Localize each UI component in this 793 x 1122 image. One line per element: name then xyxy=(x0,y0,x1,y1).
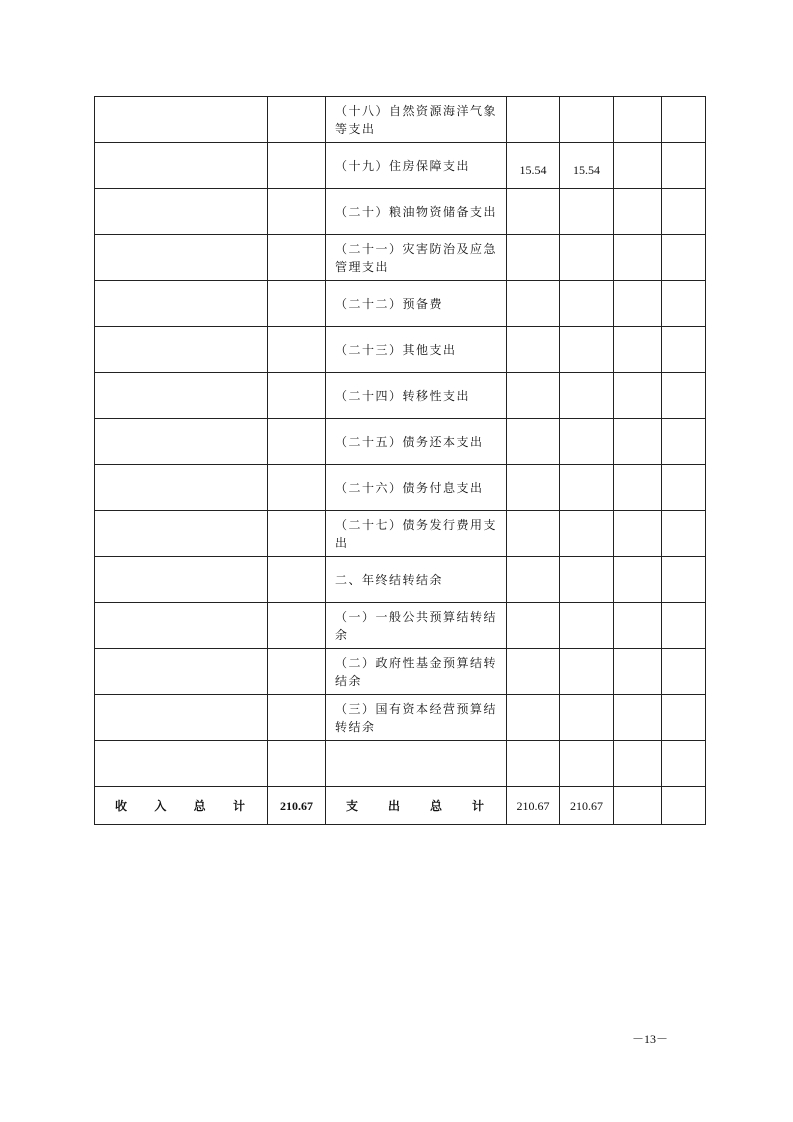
empty-cell xyxy=(614,649,662,695)
expense-item-label xyxy=(326,741,507,787)
expense-value-1 xyxy=(507,695,560,741)
table-row xyxy=(95,557,706,603)
income-value-cell xyxy=(268,143,326,189)
income-value-cell xyxy=(268,465,326,511)
empty-cell xyxy=(614,143,662,189)
table-row xyxy=(95,695,706,741)
empty-cell xyxy=(614,465,662,511)
empty-cell xyxy=(662,741,706,787)
expense-item-label: （二十三）其他支出 xyxy=(326,327,507,373)
empty-cell xyxy=(614,511,662,557)
income-item-cell xyxy=(95,465,268,511)
expense-value-1 xyxy=(507,281,560,327)
table-row xyxy=(95,189,706,235)
expense-item-label: （三）国有资本经营预算结转结余 xyxy=(326,695,507,741)
income-item-cell xyxy=(95,741,268,787)
income-value-cell xyxy=(268,373,326,419)
income-item-cell xyxy=(95,327,268,373)
expense-value-1 xyxy=(507,649,560,695)
empty-cell xyxy=(662,373,706,419)
expense-item-label: （一）一般公共预算结转结余 xyxy=(326,603,507,649)
income-value-cell xyxy=(268,281,326,327)
income-value-cell xyxy=(268,235,326,281)
expense-value-1 xyxy=(507,603,560,649)
expense-item-label: （二）政府性基金预算结转结余 xyxy=(326,649,507,695)
expense-item-label: （二十六）债务付息支出 xyxy=(326,465,507,511)
empty-cell xyxy=(614,787,662,825)
income-value-cell xyxy=(268,741,326,787)
expense-value-1 xyxy=(507,465,560,511)
table-row xyxy=(95,649,706,695)
income-item-cell xyxy=(95,281,268,327)
income-item-cell xyxy=(95,511,268,557)
expense-value-2 xyxy=(560,649,614,695)
empty-cell xyxy=(614,281,662,327)
expense-value-1 xyxy=(507,235,560,281)
expense-value-1: 15.54 xyxy=(507,143,560,189)
income-value-cell xyxy=(268,511,326,557)
expense-value-2 xyxy=(560,373,614,419)
expense-value-2 xyxy=(560,189,614,235)
income-item-cell xyxy=(95,373,268,419)
income-item-cell xyxy=(95,649,268,695)
expense-value-1 xyxy=(507,327,560,373)
expense-item-label: 二、年终结转结余 xyxy=(326,557,507,603)
expense-value-2 xyxy=(560,695,614,741)
expense-value-2 xyxy=(560,281,614,327)
expense-total-label: 支出总计 xyxy=(326,787,507,825)
income-item-cell xyxy=(95,419,268,465)
table-row xyxy=(95,419,706,465)
expense-value-1 xyxy=(507,511,560,557)
income-item-cell xyxy=(95,557,268,603)
table-row xyxy=(95,97,706,143)
income-item-cell xyxy=(95,189,268,235)
expense-item-label: （十九）住房保障支出 xyxy=(326,143,507,189)
expense-value-1 xyxy=(507,373,560,419)
income-value-cell xyxy=(268,189,326,235)
income-value-cell xyxy=(268,97,326,143)
empty-cell xyxy=(614,603,662,649)
empty-cell xyxy=(614,327,662,373)
table-row xyxy=(95,373,706,419)
expense-item-label: （十八）自然资源海洋气象等支出 xyxy=(326,97,507,143)
empty-cell xyxy=(662,143,706,189)
expense-value-2 xyxy=(560,327,614,373)
table-row xyxy=(95,235,706,281)
table-body xyxy=(95,97,706,787)
income-value-cell xyxy=(268,649,326,695)
expense-value-2 xyxy=(560,97,614,143)
table-row xyxy=(95,281,706,327)
income-item-cell xyxy=(95,235,268,281)
expense-value-1 xyxy=(507,557,560,603)
expense-item-label: （二十七）债务发行费用支出 xyxy=(326,511,507,557)
expense-value-1 xyxy=(507,189,560,235)
empty-cell xyxy=(614,557,662,603)
empty-cell xyxy=(662,281,706,327)
income-value-cell xyxy=(268,327,326,373)
table-row xyxy=(95,741,706,787)
income-item-cell xyxy=(95,143,268,189)
table-row xyxy=(95,511,706,557)
empty-cell xyxy=(614,189,662,235)
income-value-cell xyxy=(268,603,326,649)
empty-cell xyxy=(662,97,706,143)
expense-item-label: （二十五）债务还本支出 xyxy=(326,419,507,465)
table-row xyxy=(95,465,706,511)
empty-cell xyxy=(614,419,662,465)
empty-cell xyxy=(614,235,662,281)
income-item-cell xyxy=(95,97,268,143)
income-item-cell xyxy=(95,695,268,741)
expense-value-1 xyxy=(507,419,560,465)
empty-cell xyxy=(662,695,706,741)
page-number: －13－ xyxy=(632,1032,669,1046)
income-value-cell xyxy=(268,695,326,741)
expense-value-2 xyxy=(560,511,614,557)
empty-cell xyxy=(662,189,706,235)
expense-item-label: （二十四）转移性支出 xyxy=(326,373,507,419)
expense-item-label: （二十一）灾害防治及应急管理支出 xyxy=(326,235,507,281)
empty-cell xyxy=(662,557,706,603)
table-row xyxy=(95,603,706,649)
empty-cell xyxy=(614,373,662,419)
expense-value-2 xyxy=(560,419,614,465)
empty-cell xyxy=(662,419,706,465)
expense-value-1 xyxy=(507,741,560,787)
empty-cell xyxy=(614,695,662,741)
budget-table xyxy=(94,96,706,825)
expense-value-1 xyxy=(507,97,560,143)
empty-cell xyxy=(662,327,706,373)
income-total-value: 210.67 xyxy=(268,787,326,825)
income-value-cell xyxy=(268,419,326,465)
expense-item-label: （二十二）预备费 xyxy=(326,281,507,327)
totals-row xyxy=(95,787,706,825)
expense-value-2 xyxy=(560,465,614,511)
income-total-label: 收入总计 xyxy=(95,787,268,825)
empty-cell xyxy=(662,603,706,649)
expense-value-2 xyxy=(560,557,614,603)
table-row xyxy=(95,327,706,373)
expense-value-2 xyxy=(560,741,614,787)
expense-value-2 xyxy=(560,235,614,281)
income-value-cell xyxy=(268,557,326,603)
empty-cell xyxy=(614,97,662,143)
expense-value-2 xyxy=(560,603,614,649)
expense-total-value-1: 210.67 xyxy=(507,787,560,825)
empty-cell xyxy=(662,649,706,695)
expense-value-2: 15.54 xyxy=(560,143,614,189)
table-row xyxy=(95,143,706,189)
expense-item-label: （二十）粮油物资储备支出 xyxy=(326,189,507,235)
expense-total-value-2: 210.67 xyxy=(560,787,614,825)
empty-cell xyxy=(662,465,706,511)
income-item-cell xyxy=(95,603,268,649)
empty-cell xyxy=(662,787,706,825)
empty-cell xyxy=(662,511,706,557)
empty-cell xyxy=(662,235,706,281)
empty-cell xyxy=(614,741,662,787)
